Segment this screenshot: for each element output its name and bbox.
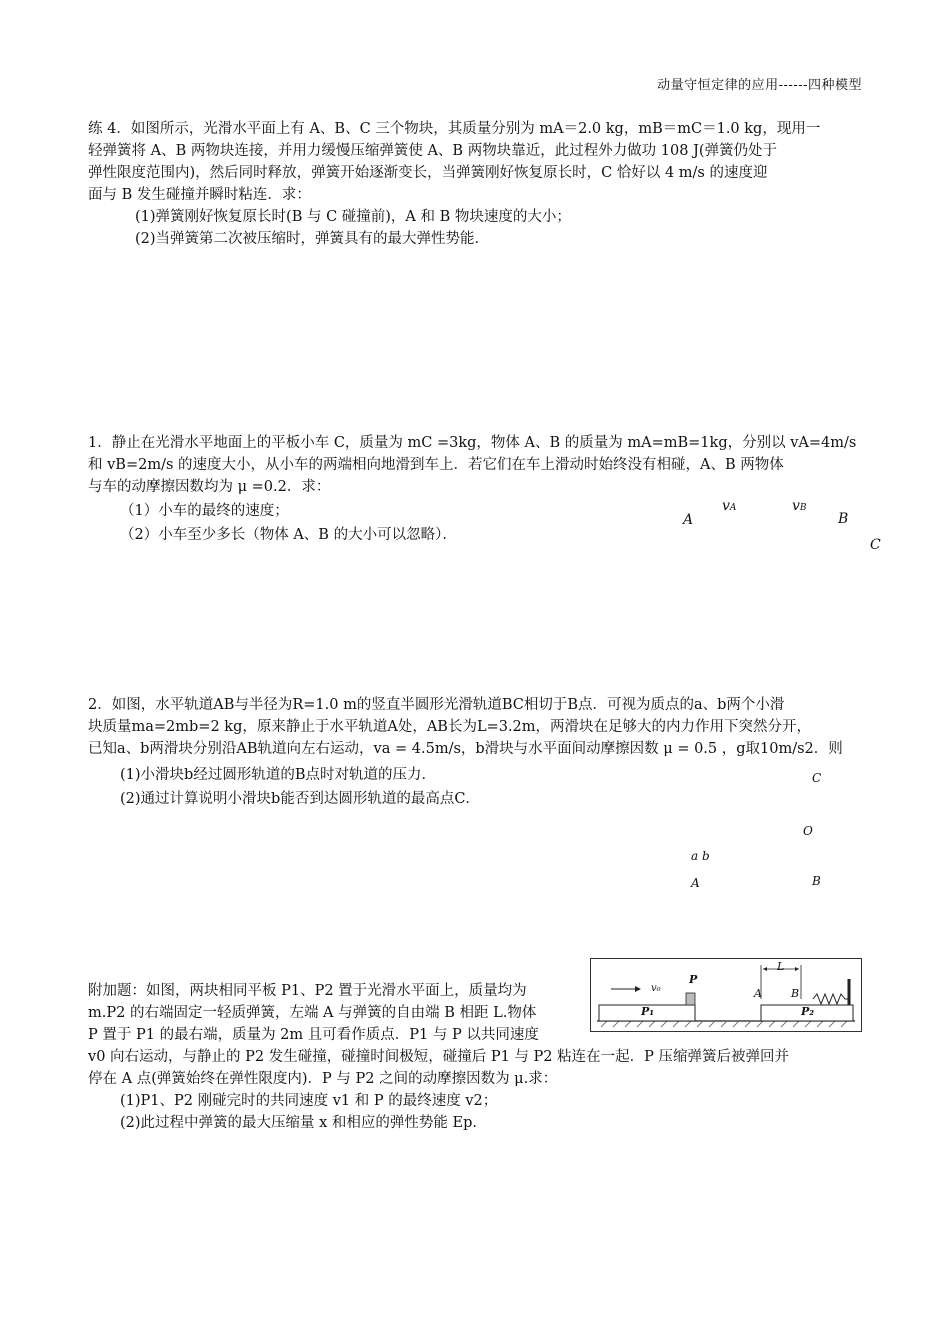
q4-line: 面与 B 发生碰撞并瞬时粘连．求： bbox=[88, 187, 311, 203]
extra-figure-drawing bbox=[591, 959, 861, 1031]
q2-line: 块质量ma=2mb=2 kg，原来静止于水平轨道A处，AB长为L=3.2m，两滑块在足够大的内力作用下突然分开， bbox=[88, 719, 812, 735]
extra-sub1: (1)P1、P2 刚碰完时的共同速度 v1 和 P 的最终速度 v2； bbox=[120, 1093, 498, 1109]
q2-fig-label-c: C bbox=[812, 771, 822, 785]
q2-sub1: (1)小滑块b经过圆形轨道的B点时对轨道的压力． bbox=[120, 767, 436, 783]
extra-line: 停在 A 点(弹簧始终在弹性限度内)．P 与 P2 之间的动摩擦因数为 μ.求： bbox=[88, 1071, 558, 1087]
q1-stem bbox=[88, 432, 868, 498]
q4-line: 轻弹簧将 A、B 两物块连接，并用力缓慢压缩弹簧使 A、B 两物块靠近，此过程外力做功 108 J(弹簧仍处于 bbox=[88, 143, 778, 159]
extra-line: P 置于 P1 的最右端，质量为 2m 且可看作质点．P1 与 P 以共同速度 bbox=[88, 1027, 539, 1043]
q2-line: 已知a、b两滑块分别沿AB轨道向左右运动，va = 4.5m/s，b滑块与水平面间动摩擦因数 μ = 0.5 ，g取10m/s2．则 bbox=[88, 741, 843, 757]
q1-fig-va-symbol: v bbox=[722, 498, 730, 514]
q2-sub2: (2)通过计算说明小滑块b能否到达圆形轨道的最高点C． bbox=[120, 791, 480, 807]
q2-fig-label-o: O bbox=[803, 824, 813, 838]
q1-line: 1．静止在光滑水平地面上的平板小车 C，质量为 mC =3kg，物体 A、B 的质量为 mA=mB=1kg，分别以 vA=4m/s bbox=[88, 435, 857, 451]
q4-sub1: (1)弹簧刚好恢复原长时(B 与 C 碰撞前)，A 和 B 物块速度的大小； bbox=[135, 209, 571, 225]
q4-line: 弹性限度范围内)，然后同时释放，弹簧开始逐渐变长，当弹簧刚好恢复原长时，C 恰好以 4 m/s 的速度迎 bbox=[88, 165, 768, 181]
fig-label-p2: P₂ bbox=[801, 1005, 815, 1018]
fig-label-a: A bbox=[754, 987, 762, 1000]
fig-label-l: L bbox=[777, 960, 785, 973]
q1-line: 和 vB=2m/s 的速度大小，从小车的两端相向地滑到车上．若它们在车上滑动时始终没有相碰，A、B 两物体 bbox=[88, 457, 784, 473]
extra-sub2: (2)此过程中弹簧的最大压缩量 x 和相应的弹性势能 Ep. bbox=[120, 1115, 478, 1131]
fig-label-p: P bbox=[689, 973, 698, 986]
extra-line: m.P2 的右端固定一轻质弹簧，左端 A 与弹簧的自由端 B 相距 L.物体 bbox=[88, 1005, 537, 1021]
q2-line: 2．如图，水平轨道AB与半径为R=1.0 m的竖直半圆形光滑轨道BC相切于B点．可视为质点的a、b两个小滑 bbox=[88, 697, 785, 713]
fig-label-v0: v₀ bbox=[651, 983, 661, 994]
extra-line: 附加题：如图，两块相同平板 P1、P2 置于光滑水平面上，质量均为 bbox=[88, 983, 527, 999]
q1-fig-va-sub: A bbox=[729, 503, 737, 513]
velocity-arrowhead bbox=[635, 986, 641, 992]
q1-fig-vb-sub: B bbox=[799, 503, 807, 513]
q1-fig-label-b: B bbox=[838, 511, 849, 527]
extra-line: v0 向右运动，与静止的 P2 发生碰撞，碰撞时间极短，碰撞后 P1 与 P2 粘连在一起．P 压缩弹簧后被弹回并 bbox=[88, 1049, 789, 1065]
q2-stem bbox=[88, 694, 868, 760]
fig-label-p1: P₁ bbox=[641, 1005, 655, 1018]
q2-fig-label-ab: a b bbox=[691, 849, 710, 863]
q1-sub1: （1）小车的最终的速度； bbox=[120, 503, 289, 519]
q1-fig-vb-symbol: v bbox=[792, 498, 800, 514]
fig-label-b: B bbox=[791, 987, 800, 1000]
spring bbox=[813, 994, 849, 1004]
q4-sub2: (2)当弹簧第二次被压缩时，弹簧具有的最大弹性势能． bbox=[135, 231, 490, 247]
q1-fig-label-c: C bbox=[870, 537, 881, 553]
ground-hatch bbox=[601, 1021, 847, 1027]
q1-fig-label-a: A bbox=[683, 512, 694, 528]
q1-sub2: （2）小车至少多长（物体 A、B 的大小可以忽略）． bbox=[120, 527, 457, 543]
page-header: 动量守恒定律的应用------四种模型 bbox=[657, 78, 862, 93]
q4-line: 练 4．如图所示，光滑水平面上有 A、B、C 三个物块，其质量分别为 mA＝2.0 kg，mB＝mC＝1.0 kg，现用一 bbox=[88, 121, 821, 137]
q2-fig-label-b: B bbox=[812, 874, 821, 888]
q1-line: 与车的动摩擦因数均为 μ =0.2．求： bbox=[88, 479, 331, 495]
q2-fig-label-a: A bbox=[691, 876, 700, 890]
extra-stem-bottom bbox=[88, 1046, 868, 1090]
q4-stem bbox=[88, 118, 868, 206]
q1-fig-label-va bbox=[722, 498, 736, 514]
block-p bbox=[686, 993, 695, 1005]
extra-figure bbox=[590, 958, 862, 1032]
extra-stem-top bbox=[88, 980, 588, 1046]
q1-fig-label-vb bbox=[792, 498, 807, 514]
